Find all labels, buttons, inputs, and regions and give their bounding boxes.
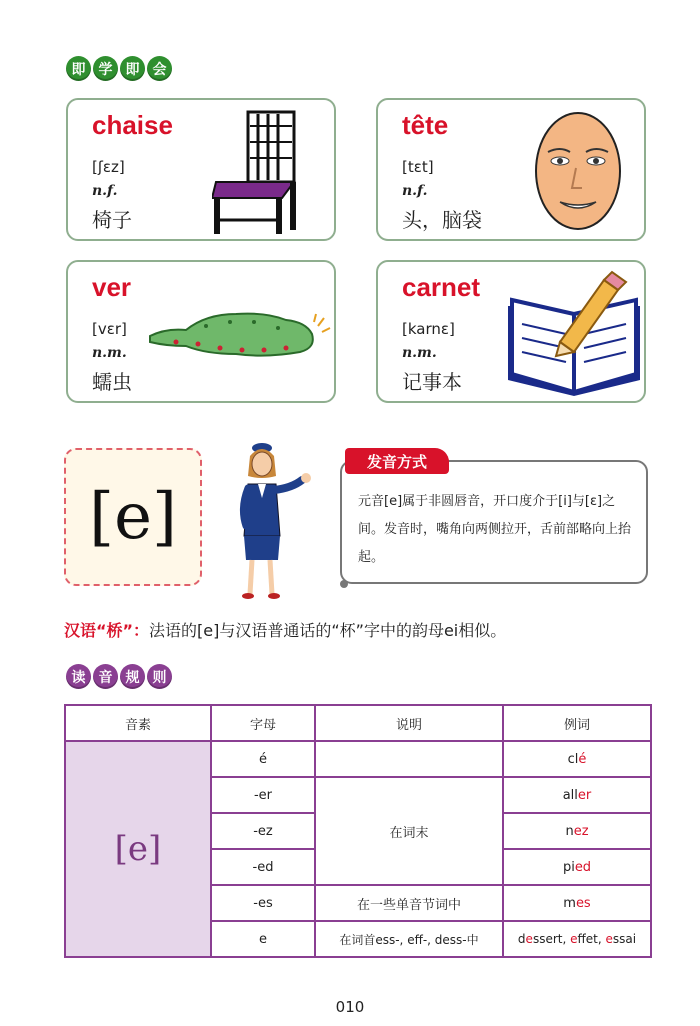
section-title-char: 则 <box>147 664 172 689</box>
example-highlight: e <box>570 932 578 946</box>
notebook-icon <box>508 270 642 398</box>
vocab-meaning: 椅子 <box>92 208 132 232</box>
table-letter-cell: -es <box>211 885 315 921</box>
section-title-learn <box>66 56 172 81</box>
vocab-ipa: [karnɛ] <box>402 320 455 338</box>
chinese-comparison-lead: 汉语“桥”： <box>64 621 150 640</box>
chinese-comparison-text: 法语的[e]与汉语普通话的“杯”字中的韵母ei相似。 <box>149 621 507 640</box>
section-title-char: 读 <box>66 664 91 689</box>
header-example: 例词 <box>503 705 651 741</box>
example-text: n <box>565 823 574 839</box>
table-note-cell <box>315 741 503 777</box>
vocab-word: tête <box>402 110 449 140</box>
vocab-ipa: [vɛr] <box>92 320 127 338</box>
phoneme-display <box>64 448 202 586</box>
decorative-dot <box>340 580 348 588</box>
header-note: 说明 <box>315 705 503 741</box>
table-example-cell <box>503 777 651 813</box>
table-letter-cell: e <box>211 921 315 957</box>
table-note-cell: 在词末 <box>315 777 503 885</box>
section-title-char: 会 <box>147 56 172 81</box>
caterpillar-icon <box>146 304 332 364</box>
table-letter-cell: -ez <box>211 813 315 849</box>
vocab-meaning: 蠕虫 <box>92 370 132 394</box>
table-note-cell: 在词首ess-, eff-, dess-中 <box>315 921 503 957</box>
section-title-rules <box>66 664 172 689</box>
example-highlight: ez <box>573 823 589 839</box>
section-title-char: 音 <box>93 664 118 689</box>
vocab-card-tete <box>376 98 646 241</box>
table-header-row <box>65 705 651 741</box>
example-text: m <box>563 895 576 911</box>
vocab-gender: n.f. <box>402 183 428 199</box>
example-text: all <box>562 787 578 803</box>
table-row <box>65 741 651 777</box>
section-title-char: 即 <box>66 56 91 81</box>
chinese-comparison <box>64 618 506 641</box>
vocab-meaning: 头，脑袋 <box>402 208 482 232</box>
phoneme-symbol: [e] <box>89 480 177 554</box>
example-highlight: e <box>525 932 533 946</box>
teacher-illustration <box>228 436 318 602</box>
vocab-word: chaise <box>92 110 173 140</box>
vocab-gender: n.f. <box>92 183 118 199</box>
face-icon <box>532 110 624 232</box>
vocab-ipa: [ʃɛz] <box>92 158 125 176</box>
example-text: pi <box>562 859 575 875</box>
table-example-cell <box>503 885 651 921</box>
section-title-char: 学 <box>93 56 118 81</box>
vocab-card-carnet <box>376 260 646 403</box>
example-highlight: e <box>605 932 613 946</box>
section-title-char: 规 <box>120 664 145 689</box>
vocab-card-ver <box>66 260 336 403</box>
example-text: ffet, <box>577 932 606 946</box>
table-example-cell <box>503 921 651 957</box>
table-example-cell <box>503 813 651 849</box>
example-text: d <box>517 932 526 946</box>
table-example-cell <box>503 849 651 885</box>
table-note-cell: 在一些单音节词中 <box>315 885 503 921</box>
vocab-meaning: 记事本 <box>402 370 462 394</box>
chair-icon <box>212 108 302 236</box>
example-text: cl <box>567 751 579 767</box>
table-letter-cell: é <box>211 741 315 777</box>
example-highlight: es <box>575 895 591 911</box>
table-letter-cell: -ed <box>211 849 315 885</box>
pronunciation-method-title: 发音方式 <box>345 448 449 474</box>
page-number: 010 <box>335 998 365 1016</box>
vocab-word: carnet <box>402 272 481 302</box>
vocab-ipa: [tɛt] <box>402 158 434 176</box>
section-title-char: 即 <box>120 56 145 81</box>
example-highlight: ed <box>574 859 592 875</box>
vocab-gender: n.m. <box>92 345 127 361</box>
table-phoneme-cell: [e] <box>65 741 211 957</box>
pronunciation-rules-table <box>64 704 652 958</box>
table-letter-cell: -er <box>211 777 315 813</box>
example-highlight: er <box>577 787 592 803</box>
vocab-card-chaise <box>66 98 336 241</box>
vocab-gender: n.m. <box>402 345 437 361</box>
header-phoneme: 音素 <box>65 705 211 741</box>
header-letter: 字母 <box>211 705 315 741</box>
example-text: ssai <box>612 932 637 946</box>
vocab-word: ver <box>92 272 132 302</box>
example-text: ssert, <box>532 932 571 946</box>
pronunciation-method-text: 元音[e]属于非圆唇音，开口度介于[i]与[ɛ]之间。发音时，嘴角向两侧拉开，舌前部略向上抬起。 <box>358 494 632 565</box>
table-example-cell <box>503 741 651 777</box>
example-highlight: é <box>578 751 587 767</box>
